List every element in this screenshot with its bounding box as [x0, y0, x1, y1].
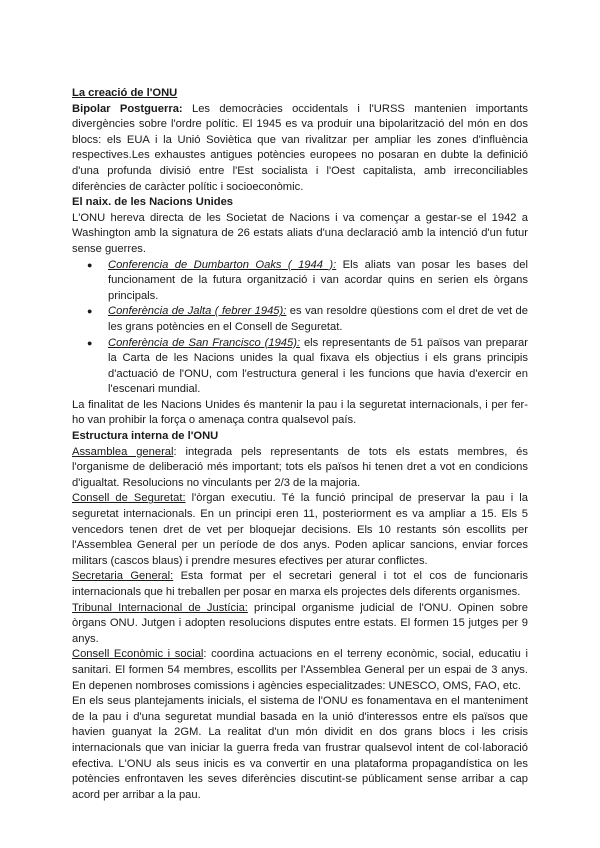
organ-paragraph	[72, 445, 528, 492]
organ-text: Esta format per el secretari general i tot el cos de funcionaris internacionals que hi treballen per posar en marxa els projectes dels diferents organismes.	[72, 570, 528, 598]
naixement-heading: El naix. de les Nacions Unides	[72, 196, 234, 209]
bullet-icon: ●	[87, 259, 93, 270]
organ-paragraph	[72, 491, 528, 569]
bullet-icon: ●	[87, 337, 93, 348]
naixement-closing: La finalitat de les Nacions Unides és mantenir la pau i la seguretat internacionals, i per fer-ho van prohibir la força o amenaça contra qualsevol país.	[72, 398, 528, 427]
organ-text: : coordina actuacions en el terreny econòmic, social, educatiu i sanitari. El formen 54 membres, escollits per l'Assemblea General per un espai de 3 anys. En depenen nombroses comissions i agències especialitzades: UNESCO, OMS, FAO, etc.	[72, 648, 529, 692]
organ-label: Secretaria General:	[72, 570, 174, 583]
organ-label: Assamblea general	[72, 445, 174, 458]
bullet-text: Els aliats van posar les bases del funcionament de la futura organització i van acordar quins en serien els òrgans principals.	[108, 258, 528, 302]
list-item	[72, 304, 528, 335]
list-item	[72, 336, 528, 398]
organ-paragraph	[72, 647, 528, 694]
organ-label: Tribunal Internacional de Justícia:	[72, 601, 248, 614]
organ-label: Consell de Seguretat:	[72, 492, 186, 505]
document-title: La creació de l'ONU	[72, 87, 178, 99]
bipolar-paragraph	[72, 102, 528, 196]
organ-paragraph	[72, 569, 528, 600]
conference-list	[72, 258, 528, 398]
organ-text: l'òrgan executiu. Té la funció principal de preservar la pau i la seguretat internacionals. En un principi eren 11, posteriorment es va ampliar a 15. Els 5 vencedors tenen dret de vet per bloquejar decisions. Els 10 restants són escollits per l'Assemblea General per un període de dos anys. Poden aplicar sancions, enviar forces militars (cascos blaus) i prendre mesures efectives per aturar conflictes.	[72, 492, 528, 567]
bullet-label: Conferencia de Dumbarton Oaks ( 1944 ):	[108, 258, 337, 271]
bullet-label: Conferència de San Francisco (1945):	[108, 336, 301, 349]
estructura-closing: En els seus plantejaments inicials, el sistema de l'ONU es fonamentava en el manteniment de la pau i d'una seguretat mundial basada en la unió d'interessos entre els països que havien guanyat la 2GM. La realitat d'un món dividit en dos grans blocs i les crisis internacionals que van iniciar la guerra freda van frustrar qualsevol intent de col·laboració efectiva. L'ONU als seus inicis es va convertir en una plataforma propagandística on les potències enfrontaven les seves diferències discutint-se públicament sense arribar a cap acord per arribar a la pau.	[72, 695, 528, 801]
organ-text: : integrada pels representants de tots els estats membres, és l'organisme de deliberació més important; tots els països hi tenen dret a vot en condicions d'igualtat. Resolucions no vinculants per 2/3 de la majoria.	[72, 445, 528, 489]
bipolar-label: Bipolar Postguerra:	[72, 102, 183, 115]
bullet-label: Conferència de Jalta ( febrer 1945):	[108, 305, 287, 318]
bipolar-text: Les democràcies occidentals i l'URSS mantenien importants divergències sobre l'ordre polític. El 1945 es va produir una bipolarització del món en dos blocs: els EUA i la Unió Soviètica que van rivalitzar per ampliar les zones d'influència respectives.Les exhaustes antigues potències europees no posaran en dubte la definició d'una profunda divisió entre l'Est socialista i l'Oest capitalista, amb irreconciliables diferències de caràcter polític i socioeconòmic.	[72, 102, 528, 193]
organ-paragraph	[72, 601, 528, 648]
organ-text: principal organisme judicial de l'ONU. Opinen sobre òrgans ONU. Jutgen i adopten resolucions disputes entre estats. El formen 15 jutges per 9 anys.	[72, 601, 528, 645]
bullet-text: els representants de 51 països van preparar la Carta de les Nacions unides la qual fixava els objectius i els grans principis d'actuació de l'ONU, com l'estructura general i les funcions que havia d'exercir en l'escenari mundial.	[108, 336, 528, 396]
naixement-intro: L'ONU hereva directa de les Societat de Nacions i va començar a gestar-se el 1942 a Washington amb la signatura de 26 estats aliats d'una declaració amb la intenció d'un futur sense guerres.	[72, 211, 528, 255]
estructura-heading: Estructura interna de l'ONU	[72, 430, 219, 443]
organ-label: Consell Econòmic i social	[72, 648, 204, 661]
list-item	[72, 258, 528, 305]
document-content	[72, 86, 528, 803]
bullet-text: es van resoldre qüestions com el dret de vet de les grans potències en el Consell de Seguretat.	[108, 305, 528, 333]
bullet-icon: ●	[87, 306, 93, 317]
